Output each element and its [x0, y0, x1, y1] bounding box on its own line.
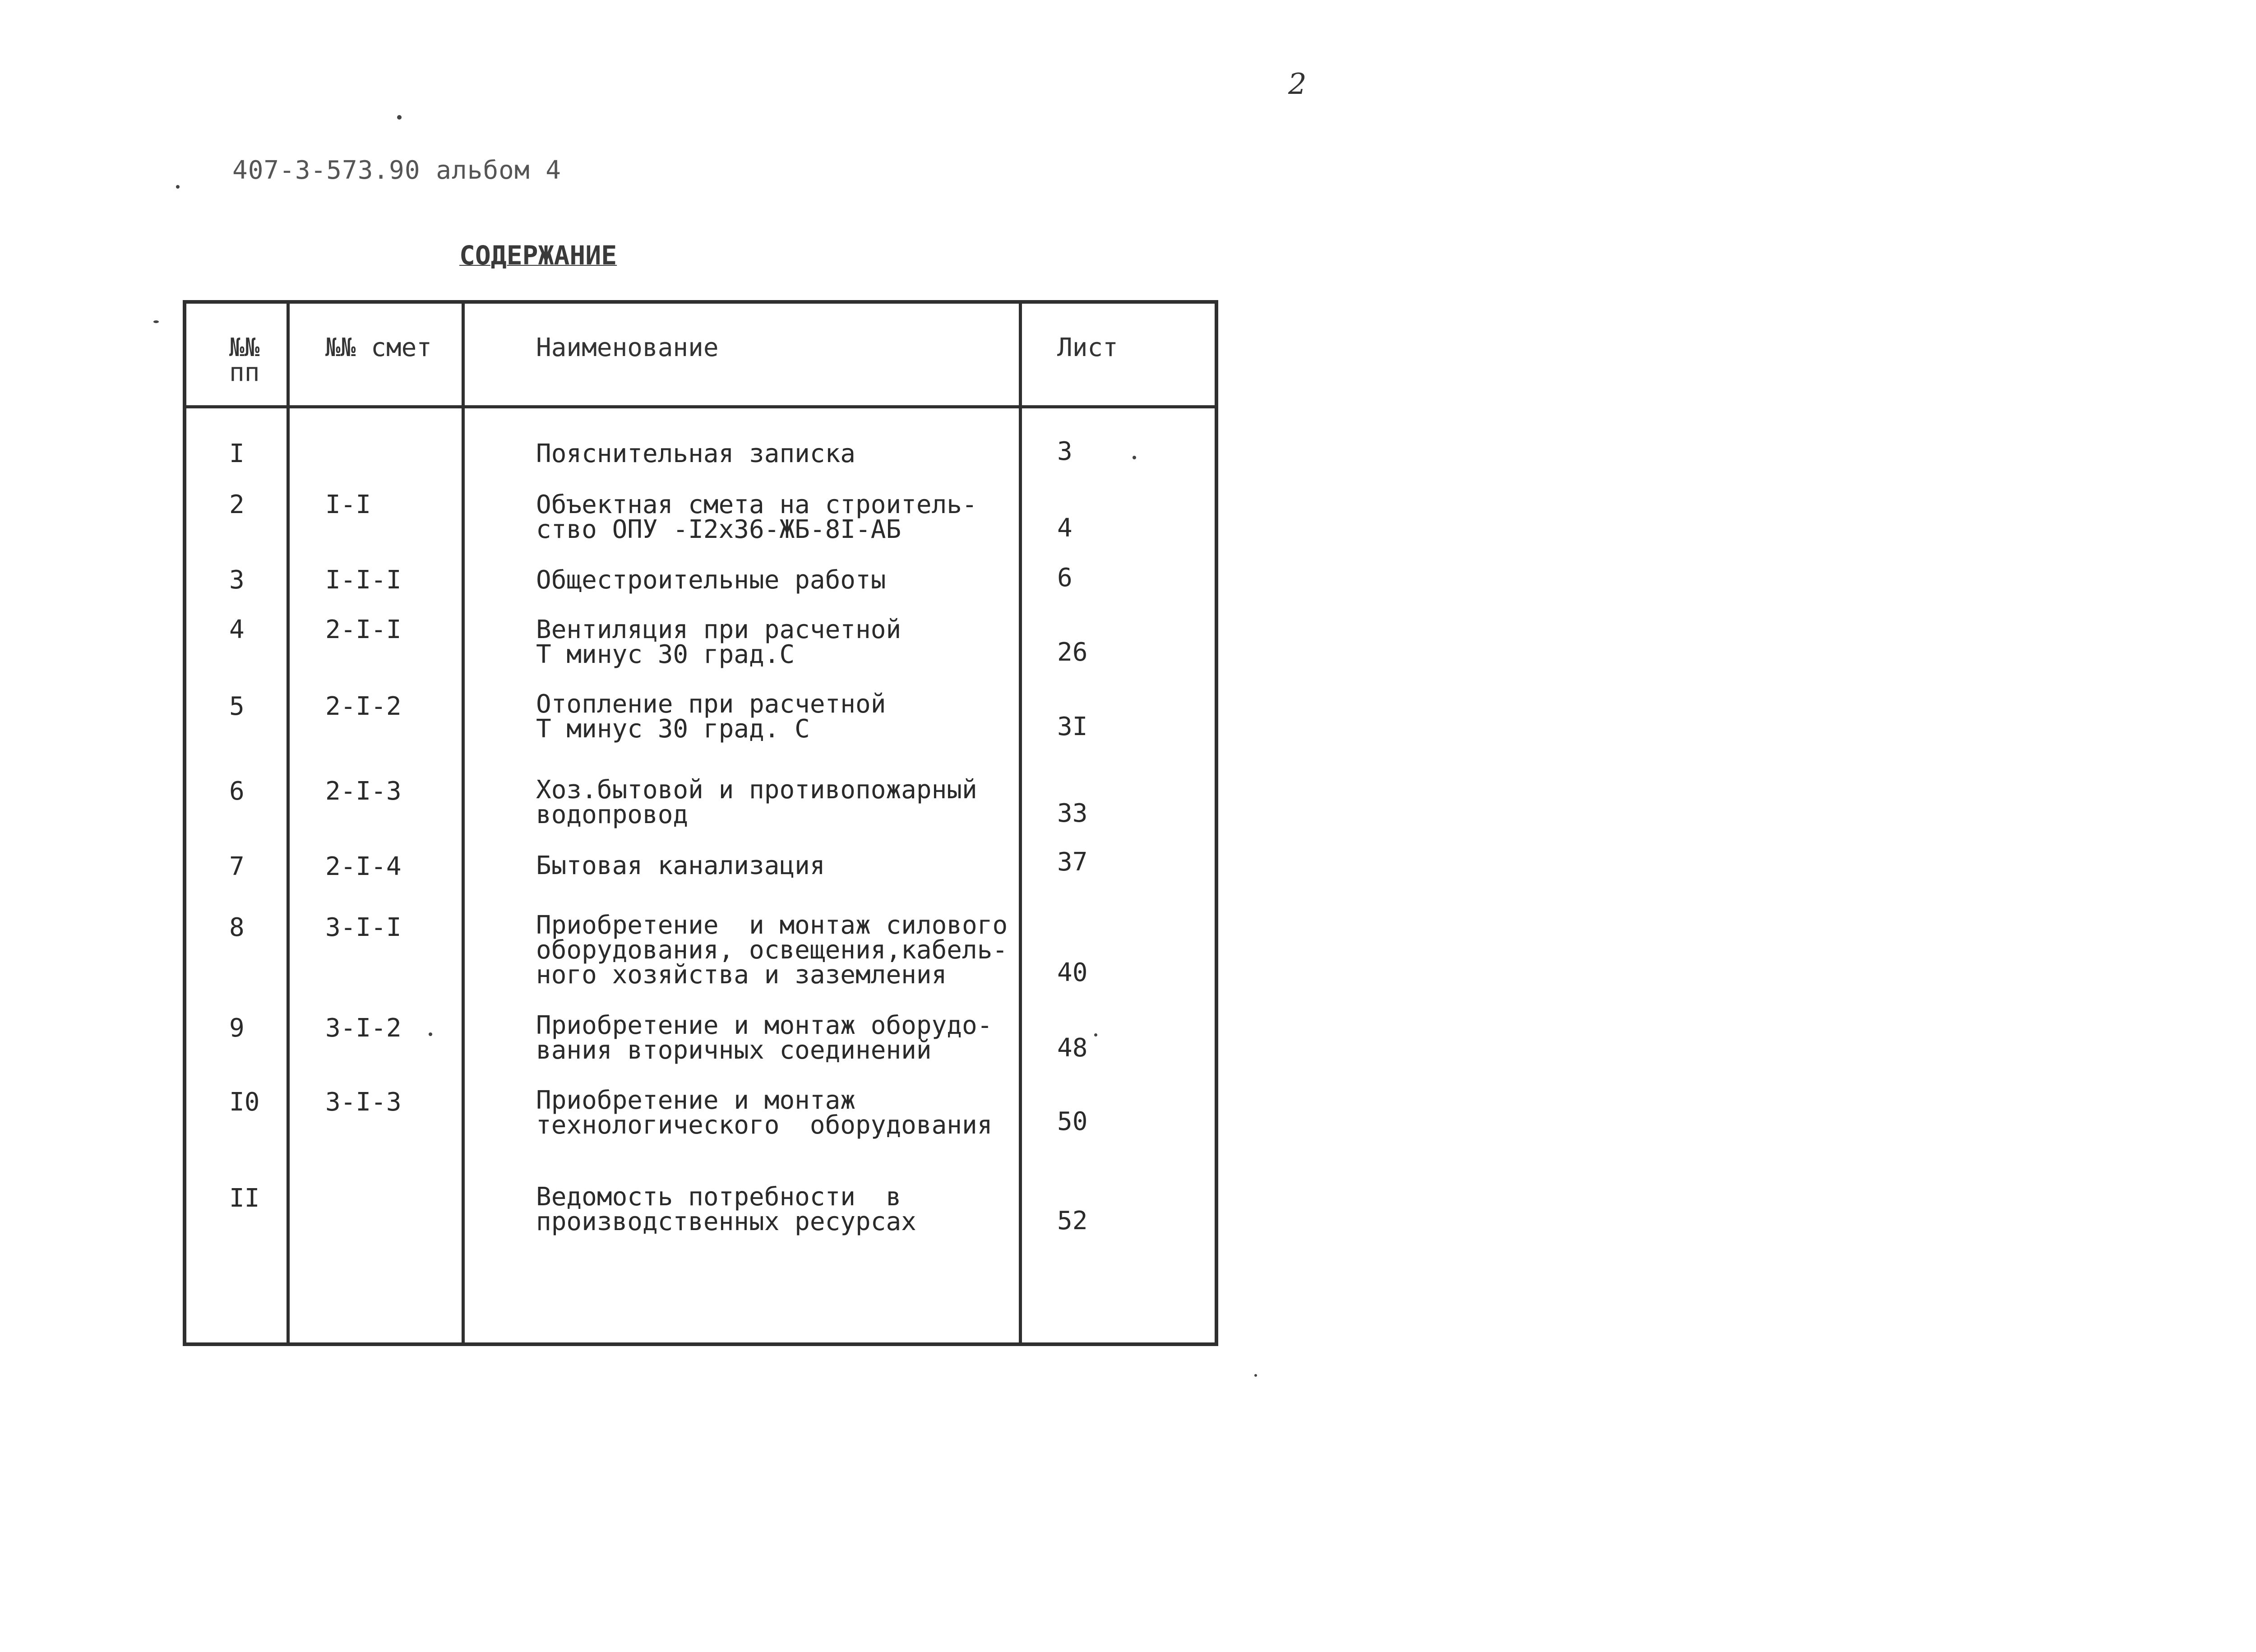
header-estimate-code: №№ смет: [325, 333, 432, 362]
scan-speck: [153, 320, 159, 323]
row-7-sheet: 37: [1057, 847, 1088, 877]
row-5-code: 2-I-2: [325, 692, 402, 721]
row-1-name: Пояснительная записка: [536, 439, 856, 468]
row-11-sheet: 52: [1057, 1206, 1088, 1236]
row-2-num: 2: [229, 490, 245, 519]
row-6-sheet: 33: [1057, 799, 1088, 828]
row-9-sheet: 48: [1057, 1033, 1088, 1063]
header-name: Наименование: [536, 333, 719, 362]
row-8-name: Приобретение и монтаж силового оборудования, освещения,кабель- ного хозяйства и заземления: [536, 911, 1008, 990]
row-4-num: 4: [229, 615, 245, 644]
row-2-sheet: 4: [1057, 514, 1073, 543]
row-3-sheet: 6: [1057, 563, 1073, 592]
row-8-sheet: 40: [1057, 958, 1088, 987]
row-10-code: 3-I-3: [325, 1087, 402, 1117]
row-7-name: Бытовая канализация: [536, 851, 825, 880]
row-10-name: Приобретение и монтаж технологического оборудования: [536, 1086, 993, 1140]
column-divider: [287, 304, 290, 1342]
row-10-sheet: 50: [1057, 1107, 1088, 1136]
header-sheet: Лист: [1057, 333, 1118, 362]
row-11-name: Ведомость потребности в производственных ресурсах: [536, 1182, 916, 1236]
row-4-name: Вентиляция при расчетной Т минус 30 град.С: [536, 615, 901, 669]
row-7-code: 2-I-4: [325, 852, 402, 881]
scan-speck: [397, 115, 402, 120]
row-3-code: I-I-I: [325, 565, 402, 595]
row-1-sheet: 3: [1057, 437, 1073, 466]
row-4-code: 2-I-I: [325, 615, 402, 644]
row-2-code: I-I: [325, 490, 371, 519]
row-4-sheet: 26: [1057, 638, 1088, 667]
row-8-num: 8: [229, 913, 245, 942]
row-6-name: Хоз.бытовой и противопожарный водопровод: [536, 775, 977, 829]
row-9-code: 3-I-2: [325, 1013, 402, 1043]
row-2-name: Объектная смета на строитель- ство ОПУ -I2x36-ЖБ-8I-АБ: [536, 490, 977, 544]
row-9-num: 9: [229, 1013, 245, 1043]
header-divider: [186, 405, 1215, 408]
row-5-num: 5: [229, 692, 245, 721]
row-11-num: II: [229, 1184, 260, 1213]
row-3-num: 3: [229, 565, 245, 595]
column-divider: [462, 304, 465, 1342]
row-1-num: I: [229, 439, 245, 468]
document-title: СОДЕРЖАНИЕ: [459, 240, 617, 271]
row-5-sheet: 3I: [1057, 712, 1088, 741]
column-divider: [1019, 304, 1022, 1342]
header-num: №№ пп: [229, 333, 260, 387]
scan-speck: [1133, 456, 1136, 459]
row-8-code: 3-I-I: [325, 913, 402, 942]
row-9-name: Приобретение и монтаж оборудо- вания вторичных соединений: [536, 1011, 993, 1065]
row-7-num: 7: [229, 852, 245, 881]
scan-speck: [1254, 1374, 1257, 1377]
row-10-num: I0: [229, 1087, 260, 1117]
row-6-code: 2-I-3: [325, 777, 402, 806]
scan-speck: [429, 1032, 432, 1036]
row-3-name: Общестроительные работы: [536, 565, 886, 595]
contents-table: [183, 300, 1218, 1346]
scan-speck: [1094, 1033, 1097, 1037]
page-number: 2: [1288, 68, 1307, 101]
scan-speck: [176, 185, 180, 189]
row-6-num: 6: [229, 777, 245, 806]
document-code: 407-3-573.90 альбом 4: [232, 156, 562, 185]
row-5-name: Отопление при расчетной Т минус 30 град. С: [536, 689, 886, 744]
